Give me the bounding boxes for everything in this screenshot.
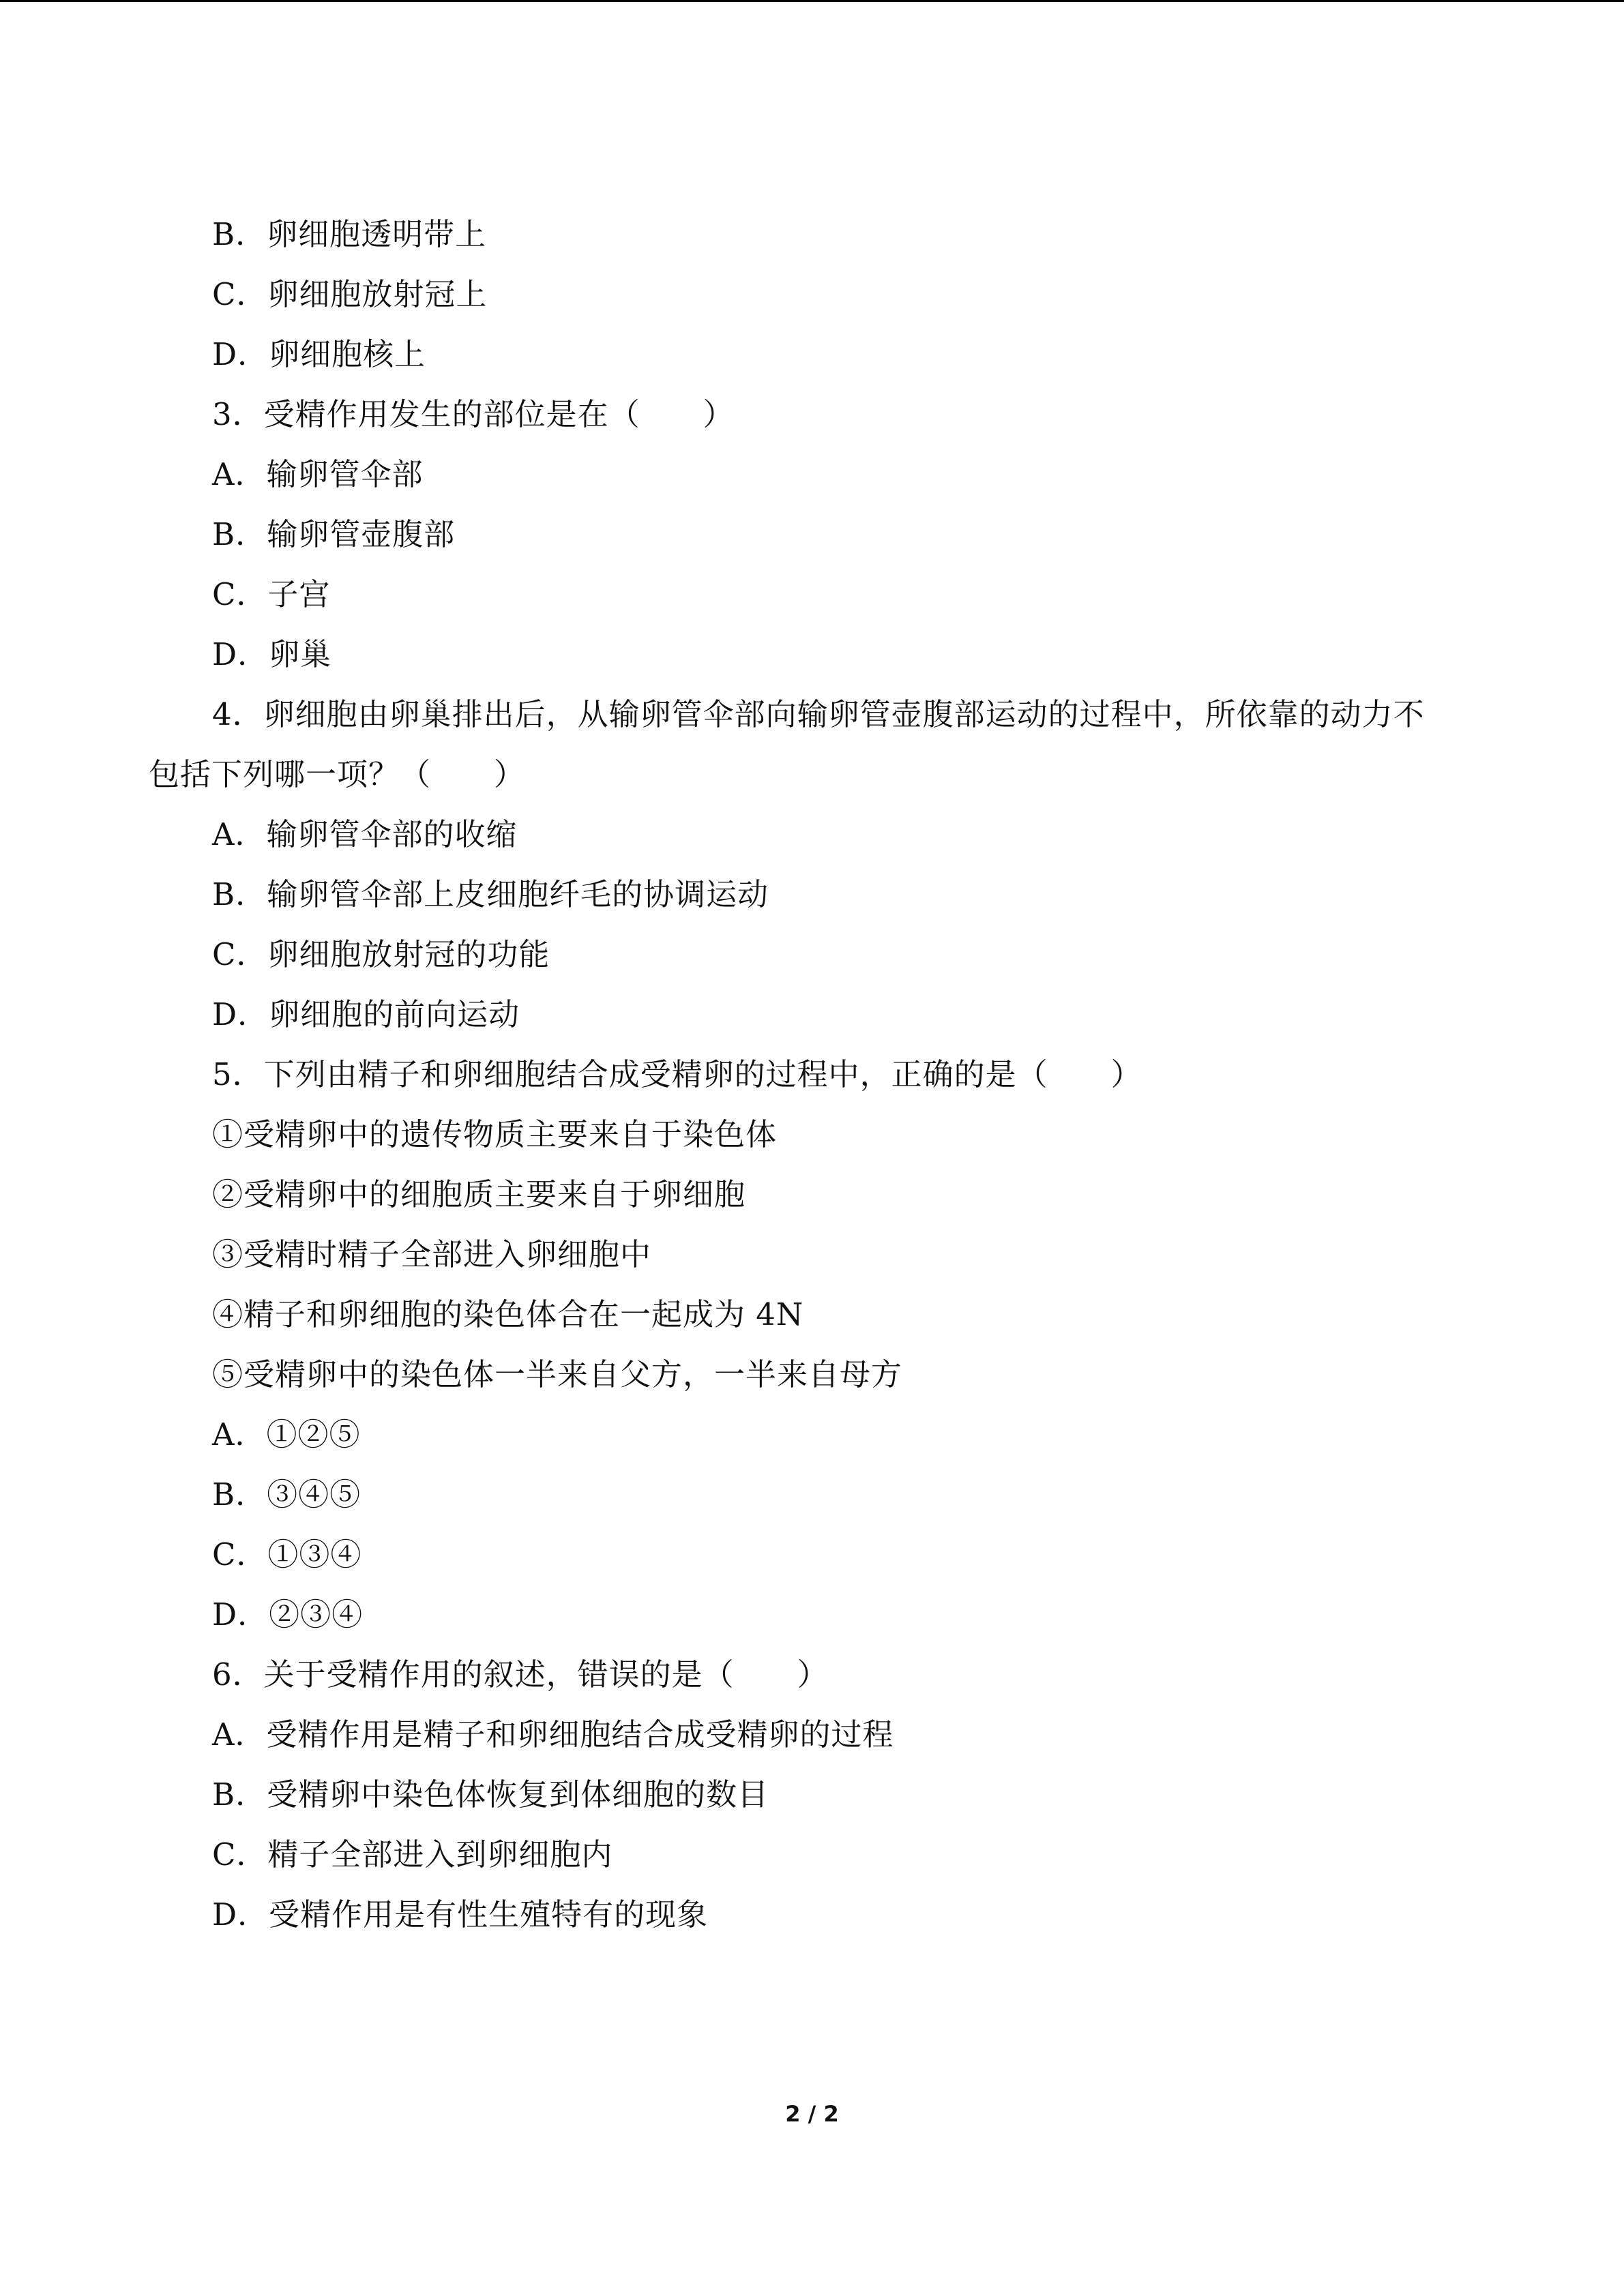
question-4-stem-line-1: 4．卵细胞由卵巢排出后，从输卵管伞部向输卵管壶腹部运动的过程中，所依靠的动力不 — [212, 696, 1425, 732]
q6-option-d: D．受精作用是有性生殖特有的现象 — [212, 1896, 709, 1933]
q2-option-b: B．卵细胞透明带上 — [212, 216, 487, 252]
q6-option-c: C．精子全部进入到卵细胞内 — [212, 1836, 613, 1873]
q4-option-a: A．输卵管伞部的收缩 — [212, 816, 518, 852]
q2-option-c: C．卵细胞放射冠上 — [212, 276, 488, 312]
q5-statement-5: ⑤受精卵中的染色体一半来自父方，一半来自母方 — [212, 1356, 903, 1392]
q5-option-a: A．①②⑤ — [212, 1416, 361, 1452]
q5-statement-2: ②受精卵中的细胞质主要来自于卵细胞 — [212, 1176, 746, 1212]
question-6-stem: 6．关于受精作用的叙述，错误的是（ ） — [212, 1656, 829, 1693]
q4-option-c: C．卵细胞放射冠的功能 — [212, 936, 550, 972]
q3-option-c: C．子宫 — [212, 576, 331, 612]
q6-option-a: A．受精作用是精子和卵细胞结合成受精卵的过程 — [212, 1716, 894, 1753]
q3-option-d: D．卵巢 — [212, 636, 332, 672]
question-4-stem-line-2: 包括下列哪一项？（ ） — [149, 756, 526, 792]
q5-statement-1: ①受精卵中的遗传物质主要来自于染色体 — [212, 1116, 778, 1152]
q3-option-b: B．输卵管壶腹部 — [212, 516, 456, 552]
q4-option-b: B．输卵管伞部上皮细胞纤毛的协调运动 — [212, 876, 769, 912]
q5-option-d: D．②③④ — [212, 1596, 364, 1632]
q3-option-a: A．输卵管伞部 — [212, 456, 424, 492]
q6-option-b: B．受精卵中染色体恢复到体细胞的数目 — [212, 1776, 769, 1813]
q5-statement-4: ④精子和卵细胞的染色体合在一起成为 4N — [212, 1296, 804, 1332]
q2-option-d: D．卵细胞核上 — [212, 336, 426, 372]
q5-option-b: B．③④⑤ — [212, 1476, 361, 1512]
q5-option-c: C．①③④ — [212, 1536, 362, 1572]
question-5-stem: 5．下列由精子和卵细胞结合成受精卵的过程中，正确的是（ ） — [212, 1056, 1142, 1092]
top-border-rule — [0, 0, 1624, 2]
question-3-stem: 3．受精作用发生的部位是在（ ） — [212, 396, 735, 432]
page-number: 2 / 2 — [785, 2101, 839, 2127]
q4-option-d: D．卵细胞的前向运动 — [212, 996, 520, 1032]
q5-statement-3: ③受精时精子全部进入卵细胞中 — [212, 1236, 652, 1272]
